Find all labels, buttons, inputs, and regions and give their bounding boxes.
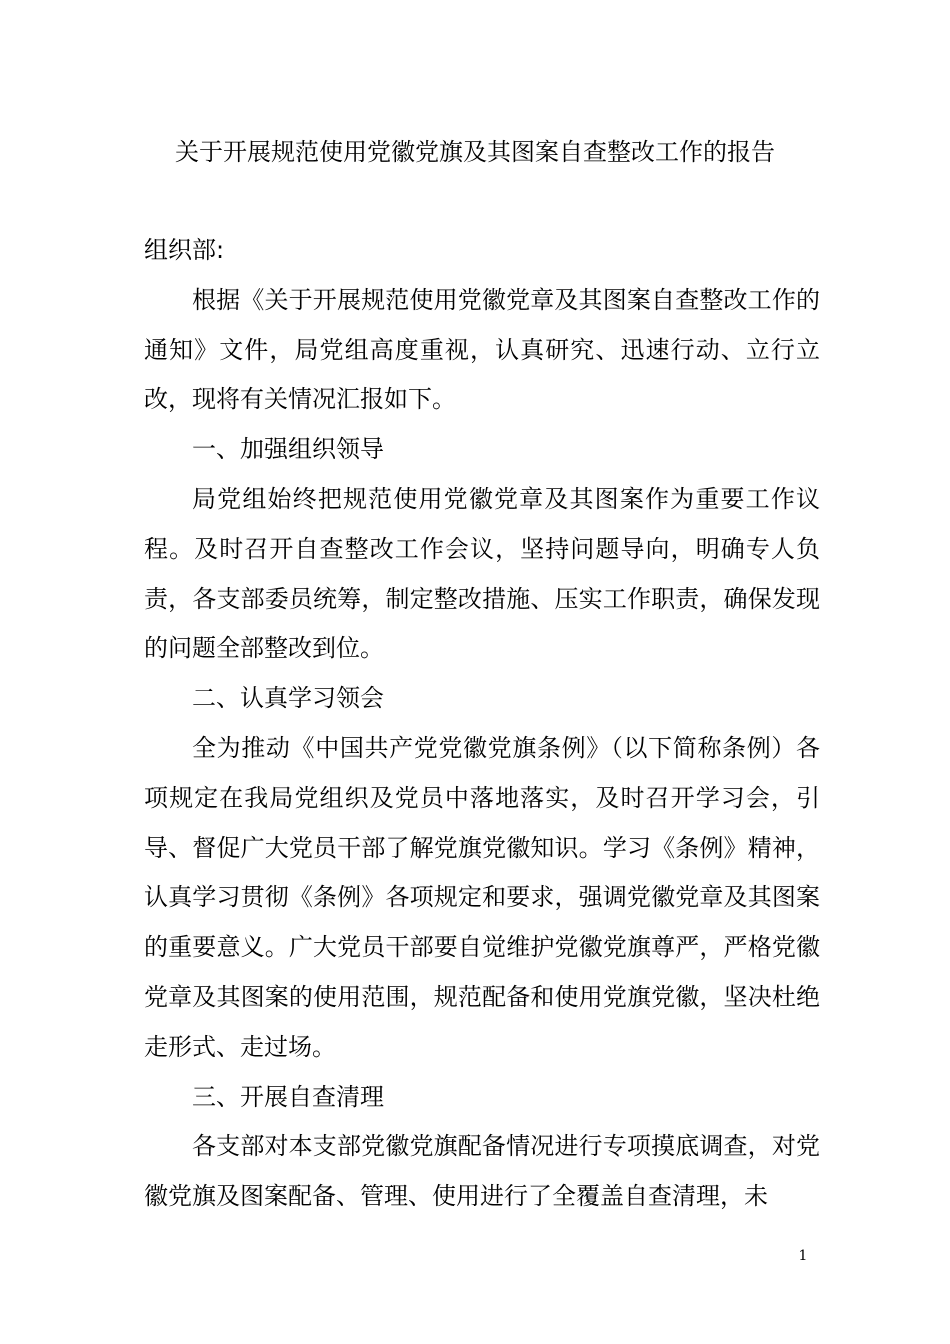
section-heading-2: 二、认真学习领会 xyxy=(192,684,384,713)
salutation: 组织部: xyxy=(144,236,225,264)
intro-paragraph: 根据《关于开展规范使用党徽党章及其图案自查整改工作的通知》文件，局党组高度重视，认真研究、迅速行动、立行立改，现将有关情况汇报如下。 xyxy=(144,285,820,414)
section-heading-3: 三、开展自查清理 xyxy=(192,1082,384,1111)
section-heading-1: 一、加强组织领导 xyxy=(192,435,384,464)
page-number: 1 xyxy=(798,1248,808,1264)
section-paragraph-3: 各支部对本支部党徽党旗配备情况进行专项摸底调查，对党徽党旗及图案配备、管理、使用进行了全覆盖自查清理，未 xyxy=(144,1132,820,1211)
document-body xyxy=(144,226,820,1222)
document-title: 关于开展规范使用党徽党旗及其图案自查整改工作的报告 xyxy=(175,138,775,166)
section-paragraph-1: 局党组始终把规范使用党徽党章及其图案作为重要工作议程。及时召开自查整改工作会议，坚持问题导向，明确专人负责，各支部委员统筹，制定整改措施、压实工作职责，确保发现的问题全部整改到位。 xyxy=(144,484,820,663)
section-paragraph-2: 全为推动《中国共产党党徽党旗条例》（以下简称条例）各项规定在我局党组织及党员中落地落实，及时召开学习会，引导、督促广大党员干部了解党旗党徽知识。学习《条例》精神，认真学习贯彻《条例》各项规定和要求，强调党徽党章及其图案的重要意义。广大党员干部要自觉维护党徽党旗尊严，严格党徽党章及其图案的使用范围，规范配备和使用党旗党徽，坚决杜绝走形式、走过场。 xyxy=(144,733,820,1061)
